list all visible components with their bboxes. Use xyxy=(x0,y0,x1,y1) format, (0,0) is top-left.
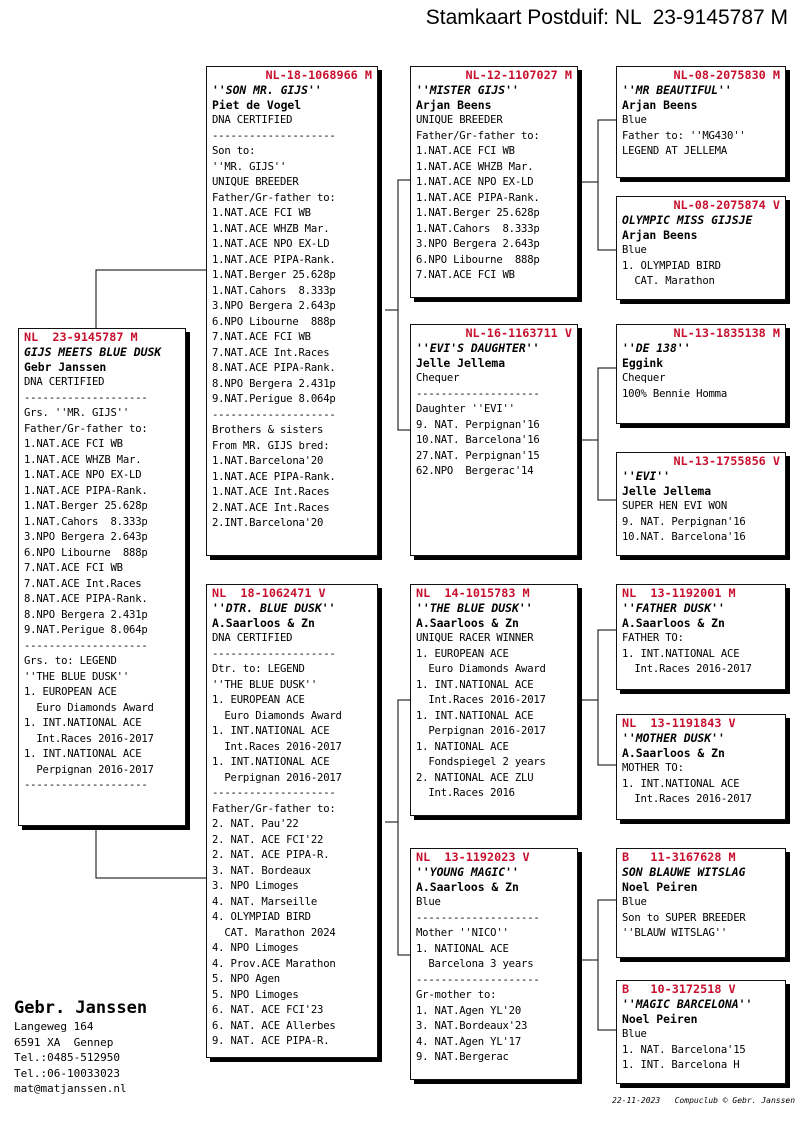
info-line: 1. INT.NATIONAL ACE xyxy=(212,756,330,768)
info-line: 8.NPO Bergera 2.431p xyxy=(212,377,336,390)
info-line: 1.NAT.ACE PIPA-Rank. xyxy=(212,470,336,483)
info-line: 1. INT.NATIONAL ACE xyxy=(416,678,534,691)
ring-number: NL 13-1192023 V xyxy=(416,850,530,864)
owner-name: Arjan Beens xyxy=(416,98,492,112)
ggp-ff-father-card[interactable] xyxy=(616,66,786,178)
pigeon-name: ''MAGIC BARCELONA'' xyxy=(622,997,753,1011)
owner-name: Noel Peiren xyxy=(622,1012,698,1026)
info-line: Blue xyxy=(416,896,441,908)
info-line: 7.NAT.ACE Int.Races xyxy=(24,577,142,590)
breeder-footer xyxy=(14,997,147,1097)
info-line: 1. NATIONAL ACE xyxy=(416,942,509,955)
info-line: 1.NAT.ACE NPO EX-LD xyxy=(24,469,142,481)
info-lines xyxy=(622,499,780,546)
owner-name: A.Saarloos & Zn xyxy=(212,616,315,630)
ring-number: NL-08-2075874 V xyxy=(673,198,780,212)
maternal-grandfather-card[interactable] xyxy=(410,584,578,816)
pigeon-name: ''MR BEAUTIFUL'' xyxy=(622,83,732,97)
info-line: CAT. Marathon 2024 xyxy=(212,926,336,939)
info-line: Langeweg 164 xyxy=(14,1020,94,1033)
pigeon-name: ''MISTER GIJS'' xyxy=(416,83,519,97)
info-line: Int.Races 2016-2017 xyxy=(622,663,752,675)
info-line: DNA CERTIFIED xyxy=(24,376,105,388)
owner-name: A.Saarloos & Zn xyxy=(622,746,725,760)
info-line: Fondspiegel 2 years xyxy=(416,756,546,768)
info-line: -------------------- xyxy=(416,387,540,400)
info-line: CAT. Marathon xyxy=(622,275,715,287)
info-line: 2.INT.Barcelona'20 xyxy=(212,517,324,529)
ring-number: NL 23-9145787 M xyxy=(24,330,138,344)
info-line: 1. INT. Barcelona H xyxy=(622,1059,740,1071)
info-line: 4. OLYMPIAD BIRD xyxy=(212,911,311,923)
info-line: 2. NATIONAL ACE ZLU xyxy=(416,771,534,784)
ggp-fm-father-card[interactable] xyxy=(616,324,786,424)
owner-name: Arjan Beens xyxy=(622,228,698,242)
info-lines xyxy=(622,631,780,678)
info-line: Int.Races 2016-2017 xyxy=(622,793,752,805)
info-line: -------------------- xyxy=(212,408,336,421)
info-line: 1.NAT.Barcelona'20 xyxy=(212,455,324,467)
pigeon-name: ''DE 138'' xyxy=(622,341,691,355)
ggp-fm-mother-card[interactable] xyxy=(616,452,786,556)
info-line: 62.NPO Bergerac'14 xyxy=(416,465,534,477)
owner-name: Jelle Jellema xyxy=(622,484,712,498)
info-line: -------------------- xyxy=(416,911,540,924)
info-line: Tel.:06-10033023 xyxy=(14,1066,120,1080)
info-lines xyxy=(622,371,780,402)
info-line: 3.NPO Bergera 2.643p xyxy=(24,531,148,543)
ring-number: NL-08-2075830 M xyxy=(673,68,780,82)
ring-number: NL 18-1062471 V xyxy=(212,586,326,600)
info-line: -------------------- xyxy=(212,787,336,799)
info-line: Grs. ''MR. GIJS'' xyxy=(24,407,130,419)
info-line: 9. NAT. ACE PIPA-R. xyxy=(212,1035,330,1047)
info-line: UNIQUE BREEDER xyxy=(416,114,503,126)
info-line: 2. NAT. Pau'22 xyxy=(212,818,299,830)
info-line: 1. INT.NATIONAL ACE xyxy=(416,709,534,722)
ring-number: NL 13-1191843 V xyxy=(622,716,736,730)
info-line: 1.NAT.Berger 25.628p xyxy=(24,500,148,512)
info-line: 10.NAT. Barcelona'16 xyxy=(622,531,746,543)
pigeon-name: ''FATHER DUSK'' xyxy=(622,601,725,615)
info-line: 6.NPO Libourne 888p xyxy=(24,546,148,559)
info-line: Father/Gr-father to: xyxy=(212,802,336,815)
info-line: Blue xyxy=(622,114,647,126)
info-line: MOTHER TO: xyxy=(622,762,684,774)
info-line: 9.NAT.Perigue 8.064p xyxy=(24,624,148,636)
info-line: 1. EUROPEAN ACE xyxy=(416,647,509,660)
info-line: SUPER HEN EVI WON xyxy=(622,500,728,512)
info-line: -------------------- xyxy=(24,391,148,404)
info-line: LEGEND AT JELLEMA xyxy=(622,145,728,157)
ring-number: NL-16-1163711 V xyxy=(465,326,572,340)
info-lines xyxy=(416,631,572,802)
info-line: 1. NAT.Agen YL'20 xyxy=(416,1004,522,1017)
breeder-name: Gebr. Janssen xyxy=(14,998,148,1018)
pigeon-name: ''YOUNG MAGIC'' xyxy=(416,865,519,879)
info-line: 1.NAT.Cahors 8.333p xyxy=(416,222,540,235)
info-line: Barcelona 3 years xyxy=(416,958,534,970)
info-line: Father/Gr-father to: xyxy=(24,422,148,435)
info-line: 1.NAT.ACE NPO EX-LD xyxy=(212,238,330,250)
owner-name: A.Saarloos & Zn xyxy=(416,616,519,630)
info-lines xyxy=(416,371,572,480)
info-line: 1.NAT.ACE WHZB Mar. xyxy=(212,222,330,235)
info-line: 6.NPO Libourne 888p xyxy=(212,315,336,328)
info-line: Int.Races 2016-2017 xyxy=(212,740,342,753)
print-stamp: 22-11-2023 Compuclub © Gebr. Janssen xyxy=(612,1096,796,1105)
info-line: Perpignan 2016-2017 xyxy=(24,763,154,776)
info-line: 1. NAT. Barcelona'15 xyxy=(622,1043,746,1056)
info-line: Int.Races 2016 xyxy=(416,787,515,799)
breeder-contact xyxy=(14,1019,147,1097)
info-line: 9. NAT. Perpignan'16 xyxy=(416,418,540,431)
info-line: 3. NAT.Bordeaux'23 xyxy=(416,1020,528,1032)
info-line: 1.NAT.ACE WHZB Mar. xyxy=(416,160,534,173)
info-lines xyxy=(24,375,180,794)
info-line: Mother ''NICO'' xyxy=(416,927,509,939)
info-line: -------------------- xyxy=(24,639,148,652)
info-line: -------------------- xyxy=(212,647,336,660)
info-line: 2. NAT. ACE PIPA-R. xyxy=(212,849,330,861)
father-card[interactable] xyxy=(206,66,378,556)
info-line: 7.NAT.ACE FCI WB xyxy=(24,562,123,574)
info-line: 1.NAT.ACE PIPA-Rank. xyxy=(212,253,336,266)
info-line: ''MR. GIJS'' xyxy=(212,160,287,173)
info-line: Int.Races 2016-2017 xyxy=(24,732,154,745)
pigeon-name: ''THE BLUE DUSK'' xyxy=(416,601,533,615)
info-line: 1.NAT.ACE FCI WB xyxy=(24,438,123,450)
info-line: Brothers & sisters xyxy=(212,424,324,436)
info-lines xyxy=(416,113,572,284)
info-line: 1.NAT.ACE FCI WB xyxy=(416,145,515,157)
info-line: Father/Gr-father to: xyxy=(212,191,336,204)
info-line: 9. NAT. Perpignan'16 xyxy=(622,515,746,528)
owner-name: Jelle Jellema xyxy=(416,356,506,370)
info-line: 1.NAT.Cahors 8.333p xyxy=(212,284,336,297)
info-line: 3.NPO Bergera 2.643p xyxy=(416,238,540,250)
info-line: 3. NAT. Bordeaux xyxy=(212,864,311,877)
owner-name: Noel Peiren xyxy=(622,880,698,894)
info-line: 100% Bennie Homma xyxy=(622,387,728,400)
info-line: -------------------- xyxy=(24,779,148,791)
info-line: 3.NPO Bergera 2.643p xyxy=(212,300,336,312)
info-lines xyxy=(212,631,372,1050)
info-line: 10.NAT. Barcelona'16 xyxy=(416,434,540,446)
info-line: 1.NAT.Berger 25.628p xyxy=(212,269,336,281)
info-line: 4. NAT. Marseille xyxy=(212,895,318,908)
ring-number: NL 13-1192001 M xyxy=(622,586,736,600)
info-line: 2. NAT. ACE FCI'22 xyxy=(212,833,324,846)
info-line: 6.NPO Libourne 888p xyxy=(416,253,540,266)
pigeon-name: ''DTR. BLUE DUSK'' xyxy=(212,601,336,615)
info-line: 7.NAT.ACE FCI WB xyxy=(212,331,311,343)
info-lines xyxy=(622,1027,780,1074)
info-line: Son to SUPER BREEDER xyxy=(622,911,746,924)
info-line: 1. EUROPEAN ACE xyxy=(24,686,117,698)
info-line: 5. NPO Limoges xyxy=(212,988,299,1001)
info-line: Blue xyxy=(622,244,647,256)
paternal-grandmother-card[interactable] xyxy=(410,324,578,556)
info-line: mat@matjanssen.nl xyxy=(14,1082,127,1095)
info-line: UNIQUE BREEDER xyxy=(212,176,299,188)
pigeon-name: OLYMPIC MISS GIJSJE xyxy=(622,213,753,227)
info-line: ''THE BLUE DUSK'' xyxy=(24,670,130,683)
pigeon-name: ''MOTHER DUSK'' xyxy=(622,731,725,745)
owner-name: A.Saarloos & Zn xyxy=(416,880,519,894)
owner-name: Gebr Janssen xyxy=(24,360,107,374)
subject-card[interactable] xyxy=(18,328,186,826)
info-line: 7.NAT.ACE FCI WB xyxy=(416,269,515,281)
ring-number: NL-13-1835138 M xyxy=(673,326,780,340)
info-line: 1.NAT.ACE PIPA-Rank. xyxy=(24,484,148,497)
info-lines xyxy=(622,761,780,808)
info-line: 9.NAT.Perigue 8.064p xyxy=(212,393,336,405)
info-line: FATHER TO: xyxy=(622,632,684,644)
info-line: 1. INT.NATIONAL ACE xyxy=(622,647,740,660)
info-line: 4. NAT.Agen YL'17 xyxy=(416,1035,522,1048)
info-line: 8.NAT.ACE PIPA-Rank. xyxy=(212,362,336,374)
info-line: Dtr. to: LEGEND xyxy=(212,663,305,675)
info-line: 8.NAT.ACE PIPA-Rank. xyxy=(24,593,148,605)
ring-number: NL 14-1015783 M xyxy=(416,586,530,600)
info-lines xyxy=(622,113,780,160)
info-line: 2.NAT.ACE Int.Races xyxy=(212,501,330,514)
info-line: Father to: ''MG430'' xyxy=(622,129,746,142)
info-line: -------------------- xyxy=(416,973,540,986)
info-line: 1. NATIONAL ACE xyxy=(416,740,509,753)
info-line: 1. INT.NATIONAL ACE xyxy=(24,748,142,760)
info-line: 1.NAT.ACE FCI WB xyxy=(212,207,311,219)
info-line: Euro Diamonds Award xyxy=(212,709,342,722)
owner-name: A.Saarloos & Zn xyxy=(622,616,725,630)
info-line: Grs. to: LEGEND xyxy=(24,655,117,667)
info-line: Blue xyxy=(622,1028,647,1040)
mother-card[interactable] xyxy=(206,584,378,1058)
ring-number: B 11-3167628 M xyxy=(622,850,736,864)
info-line: Chequer xyxy=(622,372,666,384)
info-line: 7.NAT.ACE Int.Races xyxy=(212,346,330,359)
info-line: Son to: xyxy=(212,145,256,157)
info-line: 1. INT.NATIONAL ACE xyxy=(24,717,142,729)
pigeon-name: ''EVI'' xyxy=(622,469,671,483)
info-line: 4. Prov.ACE Marathon xyxy=(212,957,336,970)
info-line: Int.Races 2016-2017 xyxy=(416,694,546,706)
info-line: 1.NAT.Cahors 8.333p xyxy=(24,515,148,528)
info-line: Tel.:0485-512950 xyxy=(14,1051,120,1064)
info-line: Perpignan 2016-2017 xyxy=(416,725,546,737)
info-line: DNA CERTIFIED xyxy=(212,632,293,644)
info-line: Perpignan 2016-2017 xyxy=(212,771,342,784)
info-line: 27.NAT. Perpignan'15 xyxy=(416,449,540,462)
info-line: 1. EUROPEAN ACE xyxy=(212,694,305,706)
info-line: 1.NAT.ACE WHZB Mar. xyxy=(24,453,142,466)
info-line: 1.NAT.ACE NPO EX-LD xyxy=(416,176,534,188)
info-line: ''THE BLUE DUSK'' xyxy=(212,678,318,691)
info-line: 6591 XA Gennep xyxy=(14,1035,114,1049)
info-line: 6. NAT. ACE Allerbes xyxy=(212,1019,336,1032)
info-line: 3. NPO Limoges xyxy=(212,880,299,892)
info-lines xyxy=(622,895,780,942)
ring-number: NL-12-1107027 M xyxy=(465,68,572,82)
info-line: 1.NAT.ACE PIPA-Rank. xyxy=(416,191,540,204)
ring-number: B 10-3172518 V xyxy=(622,982,736,996)
info-line: Father/Gr-father to: xyxy=(416,129,540,142)
info-line: 1. OLYMPIAD BIRD xyxy=(622,259,721,272)
ggp-ff-mother-card[interactable] xyxy=(616,196,786,300)
info-line: Euro Diamonds Award xyxy=(24,701,154,714)
info-line: ''BLAUW WITSLAG'' xyxy=(622,927,728,939)
owner-name: Eggink xyxy=(622,356,664,370)
info-line: Euro Diamonds Award xyxy=(416,663,546,675)
maternal-grandmother-card[interactable] xyxy=(410,848,578,1080)
pigeon-name: SON BLAUWE WITSLAG xyxy=(622,865,746,879)
info-line: Gr-mother to: xyxy=(416,989,497,1001)
info-line: 5. NPO Agen xyxy=(212,973,280,985)
pigeon-name: ''EVI'S DAUGHTER'' xyxy=(416,341,540,355)
ring-number: NL-18-1068966 M xyxy=(265,68,372,82)
info-line: -------------------- xyxy=(212,129,336,142)
info-line: 6. NAT. ACE FCI'23 xyxy=(212,1004,324,1016)
ggp-mf-father-card[interactable] xyxy=(616,584,786,690)
info-line: Daughter ''EVI'' xyxy=(416,403,515,415)
info-line: 9. NAT.Bergerac xyxy=(416,1051,509,1063)
info-line: 1.NAT.ACE Int.Races xyxy=(212,486,330,498)
pigeon-name: GIJS MEETS BLUE DUSK xyxy=(24,345,162,359)
pigeon-name: ''SON MR. GIJS'' xyxy=(212,83,322,97)
info-line: 4. NPO Limoges xyxy=(212,942,299,954)
info-lines xyxy=(416,895,572,1066)
owner-name: Arjan Beens xyxy=(622,98,698,112)
ggp-mm-father-card[interactable] xyxy=(616,848,786,958)
info-line: Blue xyxy=(622,896,647,908)
page-title: Stamkaart Postduif: NL 23-9145787 M xyxy=(425,6,788,29)
info-line: 1. INT.NATIONAL ACE xyxy=(622,777,740,790)
info-lines xyxy=(212,113,372,532)
info-lines xyxy=(622,243,780,290)
ring-number: NL-13-1755856 V xyxy=(673,454,780,468)
info-line: Chequer xyxy=(416,372,460,384)
info-line: DNA CERTIFIED xyxy=(212,114,293,126)
info-line: From MR. GIJS bred: xyxy=(212,439,330,452)
info-line: UNIQUE RACER WINNER xyxy=(416,632,534,644)
ggp-mm-mother-card[interactable] xyxy=(616,980,786,1084)
info-line: 1. INT.NATIONAL ACE xyxy=(212,725,330,737)
ggp-mf-mother-card[interactable] xyxy=(616,714,786,820)
info-line: 1.NAT.Berger 25.628p xyxy=(416,207,540,219)
owner-name: Piet de Vogel xyxy=(212,98,302,112)
info-line: 8.NPO Bergera 2.431p xyxy=(24,608,148,621)
paternal-grandfather-card[interactable] xyxy=(410,66,578,298)
